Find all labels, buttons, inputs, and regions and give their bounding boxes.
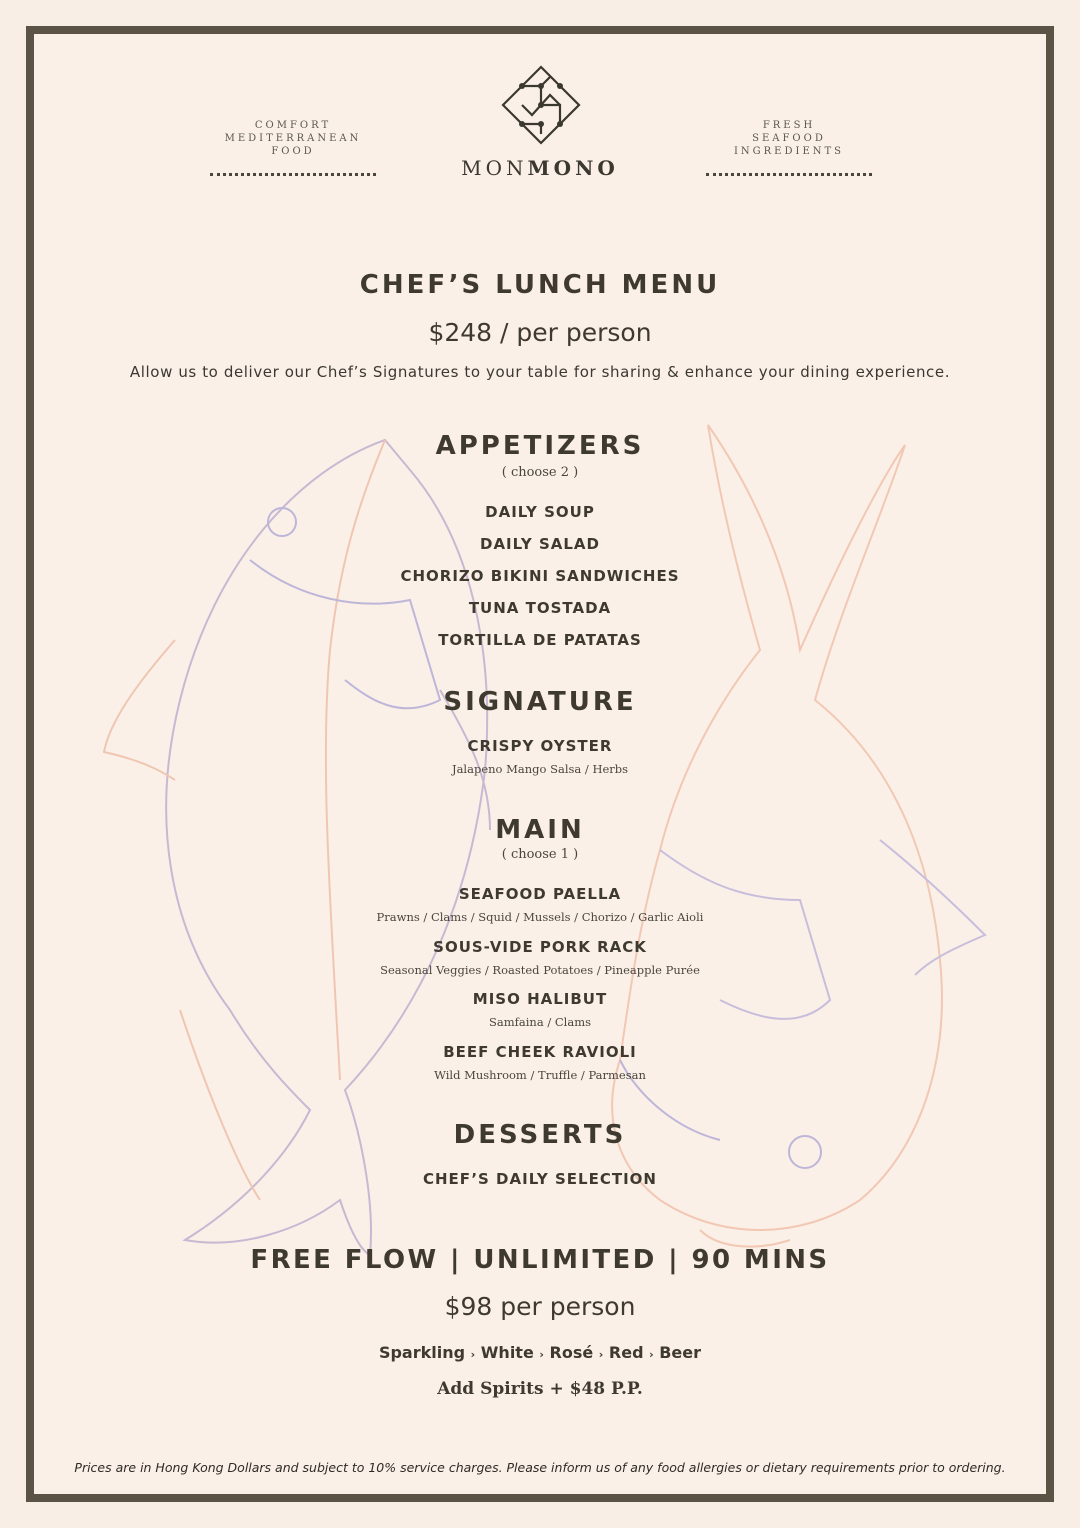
main-choose: ( choose 1 ) [501,847,579,862]
brand-wordmark [0,156,1080,180]
signature-heading: SIGNATURE [443,687,637,717]
appetizer-item: TORTILLA DE PATATAS [438,631,642,649]
signature-item: CRISPY OYSTER [467,737,613,755]
dessert-item: CHEF’S DAILY SELECTION [423,1170,657,1188]
main-item: SOUS-VIDE PORK RACK [433,938,647,956]
drink-separator: › [649,1348,654,1361]
main-item-desc: Seasonal Veggies / Roasted Potatoes / Pineapple Purée [380,963,700,977]
menu-title: CHEF’S LUNCH MENU [359,270,721,300]
signature-item-desc: Jalapeno Mango Salsa / Herbs [451,762,629,776]
freeflow-drinks [0,1343,1080,1362]
freeflow-price: $98 per person [444,1292,636,1321]
appetizers-choose: ( choose 2 ) [501,465,579,480]
drink-option: Red [608,1343,644,1362]
main-item-desc: Wild Mushroom / Truffle / Parmesan [434,1068,646,1082]
main-item: MISO HALIBUT [472,990,608,1008]
main-item: BEEF CHEEK RAVIOLI [443,1043,637,1061]
menu-intro: Allow us to deliver our Chef’s Signatures to your table for sharing & enhance your dining experience. [129,363,951,381]
appetizer-item: DAILY SALAD [480,535,600,553]
main-item-desc: Samfaina / Clams [488,1015,592,1029]
menu-price: $248 / per person [428,318,652,347]
footer-note: Prices are in Hong Kong Dollars and subject to 10% service charges. Please inform us of any food allergies or dietary requirements prior to ordering. [74,1460,1006,1475]
drink-option: White [480,1343,534,1362]
monmono-logo-icon [500,64,582,146]
main-heading: MAIN [495,815,585,845]
main-item: SEAFOOD PAELLA [458,885,622,903]
desserts-heading: DESSERTS [453,1120,627,1150]
appetizer-item: DAILY SOUP [485,503,595,521]
freeflow-heading: FREE FLOW | UNLIMITED | 90 MINS [250,1245,830,1275]
drink-separator: › [539,1348,544,1361]
drink-separator: › [598,1348,604,1361]
brand-bold: MONO [527,156,619,180]
cuisine-tag: COMFORT MEDITERRANEAN FOOD [224,120,362,157]
appetizer-item: TUNA TOSTADA [468,599,612,617]
appetizers-heading: APPETIZERS [435,431,645,461]
brand-light: MON [461,156,528,180]
drink-option: Sparkling [378,1343,466,1362]
appetizer-item: CHORIZO BIKINI SANDWICHES [400,567,680,585]
add-spirits: Add Spirits + $48 P.P. [437,1379,643,1399]
ingredients-tag: FRESH SEAFOOD INGREDIENTS [733,120,845,157]
main-item-desc: Prawns / Clams / Squid / Mussels / Chorizo / Garlic Aioli [376,910,704,924]
drink-option: Rosé [549,1343,594,1362]
drink-separator: › [470,1348,476,1361]
drink-option: Beer [659,1343,702,1362]
